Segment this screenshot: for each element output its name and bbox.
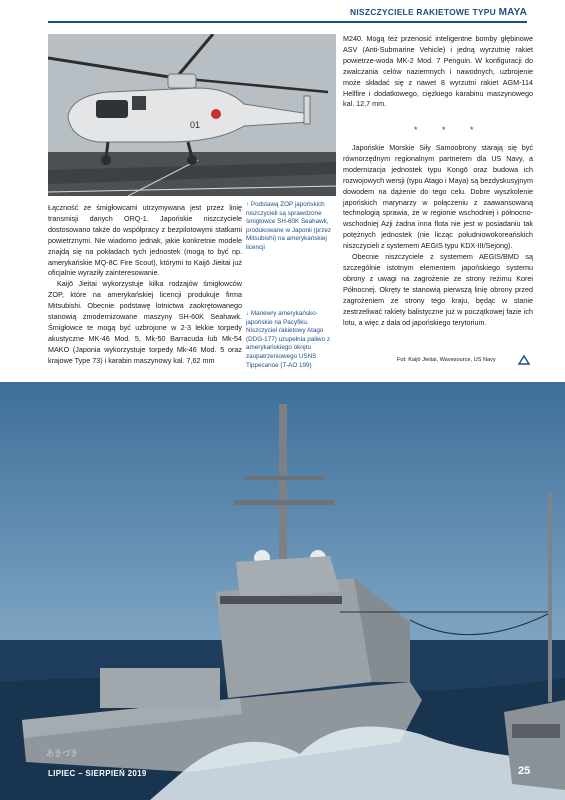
paragraph: Obecnie niszczyciele z systemem AEGIS/BMD są szczególnie istotnym elementem japońskiego systemu obrony z uwagi na zagrożenie ze strony reżimu Korei Północnej. Okręty te stanowią pierwszą linię obrony przed zagrożeniem ze strony tego kraju, będąc w stanie zestrzeliwać rakiety balistyczne już w początkowej fazie ich lotu, a więc z dala od japońskiego terytorium. xyxy=(343,252,533,327)
arrow-up-icon: ↑ xyxy=(246,201,250,208)
paragraph: M240. Mogą też przenosić inteligentne bomby głębinowe ASV (Anti-Submarine Vehicle) i jedną wyrzutnię rakiet powietrze-woda MK-2 Mod. 7 Penguin. W konfiguracji do zwalczania celów naziemnych i nawodnych, uzbrojenie może składać się z nawet 8 wyrzutni rakiet AGM-114 Hellfire i dodatkowego, ciężkiego karabinu maszynowego kal. 12,7 mm. xyxy=(343,34,533,109)
header-rule xyxy=(48,21,527,23)
running-head-section: NISZCZYCIELE RAKIETOWE TYPU xyxy=(350,7,497,17)
paragraph: Japońskie Morskie Siły Samoobrony starają się być równorzędnym regionalnym partnerem dla US Navy, a modernizacja jednostek typu Kongō oraz budowa ich rozwojowych wersji (typu Atago i Maya) są bezdyskusyjnym dowodem na dążenie do tego celu. Dobre wyszkolenie japońskich marynarzy w połączeniu z zaawansowaną technologią sprawia, że w regionie wschodniej i północno-wschodniej Azji żadna inna flota nie jest w posiadaniu tak potężnych jednostek (nie licząc południowokoreańskich niszczycieli z systemem AEGIS typu KDX-III/Sejong). xyxy=(343,143,533,251)
paragraph: Łączność ze śmigłowcami utrzymywana jest przez linię transmisji danych ORQ-1. Japońskie niszczyciele dostosowano także do współpracy z bezpilotowymi statkami powietrznymi. Nie wiadomo jednak, jakie konkretnie modele znajdą się na pokładach tych jednostek (mogą to być np. amerykańskie MQ-8C Fire Scout), którymi to Kaijō Jieitai już oficjalnie wyraziły zainteresowanie. xyxy=(48,203,242,278)
arrow-down-icon: ↓ xyxy=(246,310,250,317)
helicopter-illustration xyxy=(48,34,336,196)
photo-credit: Fot: Kaijō Jieitai, Wavesource, US Navy xyxy=(397,357,496,363)
helicopter-photo xyxy=(48,34,336,196)
issue-date xyxy=(48,769,147,778)
text-column-1 xyxy=(48,203,242,367)
caption-helicopter xyxy=(246,201,338,253)
section-separator: * * * xyxy=(414,125,485,135)
text-column-2 xyxy=(343,34,533,110)
running-head-type: MAYA xyxy=(498,7,527,18)
issue-year: 2019 xyxy=(127,769,147,778)
running-head xyxy=(350,7,527,18)
text-column-2-continued xyxy=(343,143,533,328)
issue-months: LIPIEC – SIERPIEŃ xyxy=(48,769,126,778)
destroyer-illustration xyxy=(0,382,565,800)
caption-text: Podstawą ZOP japońskich niszczycieli są sprawdzone śmigłowce SH-60K Seahawk, produkowane w Japonii (przez Mitsubishi) na amerykańskiej licencji xyxy=(246,201,332,251)
page-header xyxy=(0,0,565,24)
svg-text:あきづき: あきづき xyxy=(46,749,78,758)
paragraph: Kaijō Jieitai wykorzystuje kilka rodzajów śmigłowców ZOP, które na amerykańskiej licencji produkuje firma Mitsubishi. Obecnie podstawę lotnictwa zaokrętowanego stanowią zmodernizowane maszyny SH-60K Seahawk. Śmigłowce te mogą być uzbrojone w 2-3 lekkie torpedy akustyczne MK-46 Mod. 5, Mk-50 Barracuda lub Mk-54 MAKO (Japonia wykorzystuje torpedy Mk-46 Mod. 5 oraz krajowe Type 73) i karabin maszynowy kal. 7,62 mm xyxy=(48,279,242,365)
caption-text: Manewry amerykańsko-japońskie na Pacyfiku. Niszczyciel rakietowy Atago (DDG-177) uzupełnia paliwo z amerykańskiego okrętu zaopatrzeniowego USNS Tippecanoe (T-AO 199) xyxy=(246,310,330,369)
magazine-logo-icon xyxy=(518,354,530,366)
page-number: 25 xyxy=(518,765,531,777)
caption-ships xyxy=(246,310,338,370)
tail-number: 01 xyxy=(190,120,201,130)
warship-photo xyxy=(0,382,565,800)
